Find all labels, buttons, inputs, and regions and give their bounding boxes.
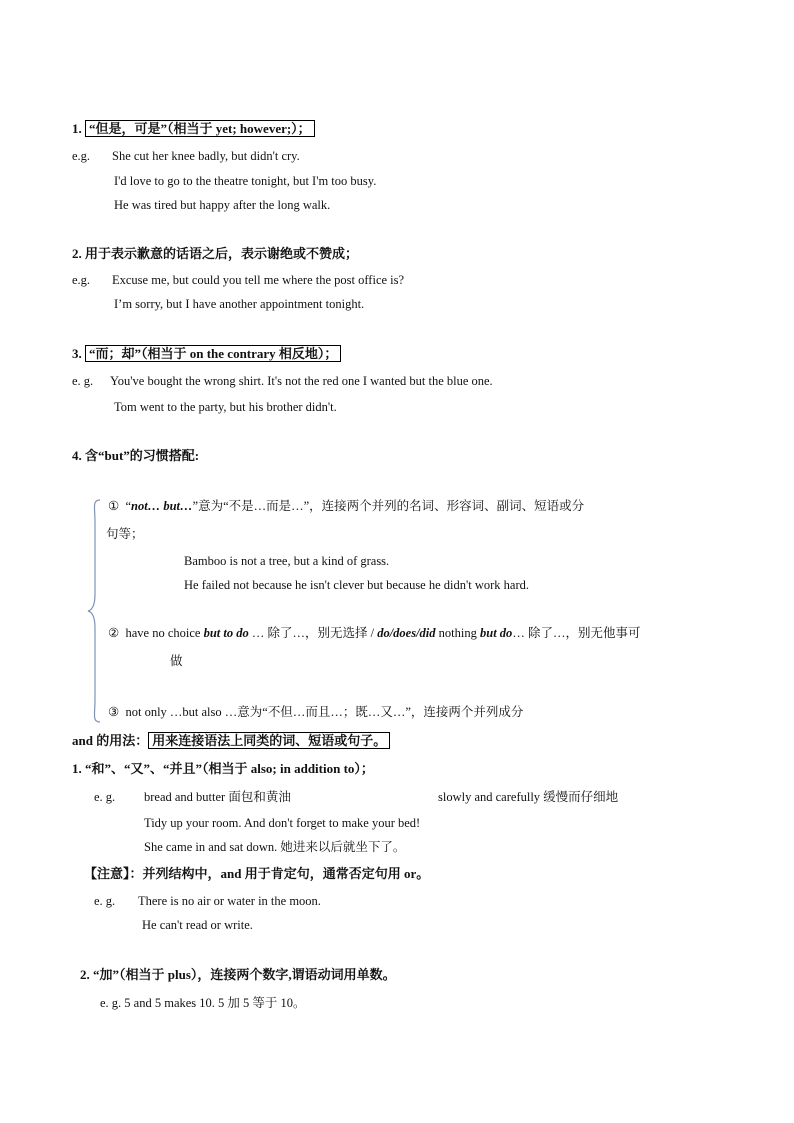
and-meaning-1-heading: 1. “和”、“又”、“并且”（相当于 also; in addition to）； — [72, 761, 374, 776]
circled-number-3: ③ — [108, 705, 120, 719]
circled-number-2: ② — [108, 626, 120, 640]
collocation-1: ① “not… but…”意为“不是…而是…”，连接两个并列的名词、形容词、副词、短语或分 — [108, 499, 585, 513]
collocation-3: ③ not only …but also …意为“不但…而且…；既…又…”，连接两个并列成分 — [108, 705, 524, 719]
section-2-example-1: e.g. Excuse me, but could you tell me where the post office is? — [72, 273, 405, 287]
section-3-example-1: e. g. You've bought the wrong shirt. It's not the red one I wanted but the blue one. — [72, 374, 493, 388]
section-3-example-2: Tom went to the party, but his brother didn't. — [114, 400, 337, 414]
section-1-heading: 1. “但是，可是”（相当于 yet; however;）； — [72, 121, 315, 137]
and-example-3: She came in and sat down. 她进来以后就坐下了。 — [144, 840, 406, 854]
section-1-example-1: e.g. She cut her knee badly, but didn't cry. — [72, 149, 300, 163]
section-2-heading: 2. 用于表示歉意的话语之后，表示谢绝或不赞成； — [72, 246, 359, 261]
and-example-1: e. g. bread and butter 面包和黄油 — [94, 790, 291, 804]
section-2-example-2: I’m sorry, but I have another appointment tonight. — [114, 297, 365, 311]
circled-number-1: ① — [108, 499, 120, 513]
section-3-heading: 3. “而；却”（相当于 on the contrary 相反地）； — [72, 346, 341, 362]
collocation-1-example-2: He failed not because he isn't clever but because he didn't work hard. — [184, 578, 530, 592]
section-1-example-3: He was tired but happy after the long walk. — [114, 198, 331, 212]
and-example-6: e. g. 5 and 5 makes 10. 5 加 5 等于 10。 — [100, 996, 306, 1010]
collocation-1-continuation: 句等； — [106, 527, 144, 541]
section-1-boxed-heading: “但是，可是”（相当于 yet; however;）； — [85, 120, 315, 137]
section-3-boxed-heading: “而；却”（相当于 on the contrary 相反地）； — [85, 345, 341, 362]
and-example-5: He can't read or write. — [142, 918, 253, 932]
and-usage-boxed-definition: 用来连接语法上同类的词、短语或句子。 — [148, 732, 390, 749]
and-note: 【注意】：并列结构中，and 用于肯定句，通常否定句用 or。 — [84, 866, 430, 881]
and-example-2: Tidy up your room. And don't forget to make your bed! — [144, 816, 421, 830]
section-1-example-2: I'd love to go to the theatre tonight, but I'm too busy. — [114, 174, 377, 188]
and-example-1b: slowly and carefully 缓慢而仔细地 — [438, 790, 619, 804]
curly-brace-icon — [86, 498, 102, 724]
collocation-1-example-1: Bamboo is not a tree, but a kind of grass. — [184, 554, 390, 568]
and-example-4: e. g. There is no air or water in the moon. — [94, 894, 321, 908]
and-usage-heading: and 的用法： 用来连接语法上同类的词、短语或句子。 — [72, 733, 390, 749]
collocation-2-continuation: 做 — [170, 654, 183, 668]
collocation-2: ② have no choice but to do … 除了…，别无选择 / do/does/did nothing but do… 除了…，别无他事可 — [108, 626, 641, 640]
section-4-heading: 4. 含“but”的习惯搭配: — [72, 448, 200, 463]
and-meaning-2-heading: 2. “加”（相当于 plus），连接两个数字,谓语动词用单数。 — [80, 967, 396, 982]
